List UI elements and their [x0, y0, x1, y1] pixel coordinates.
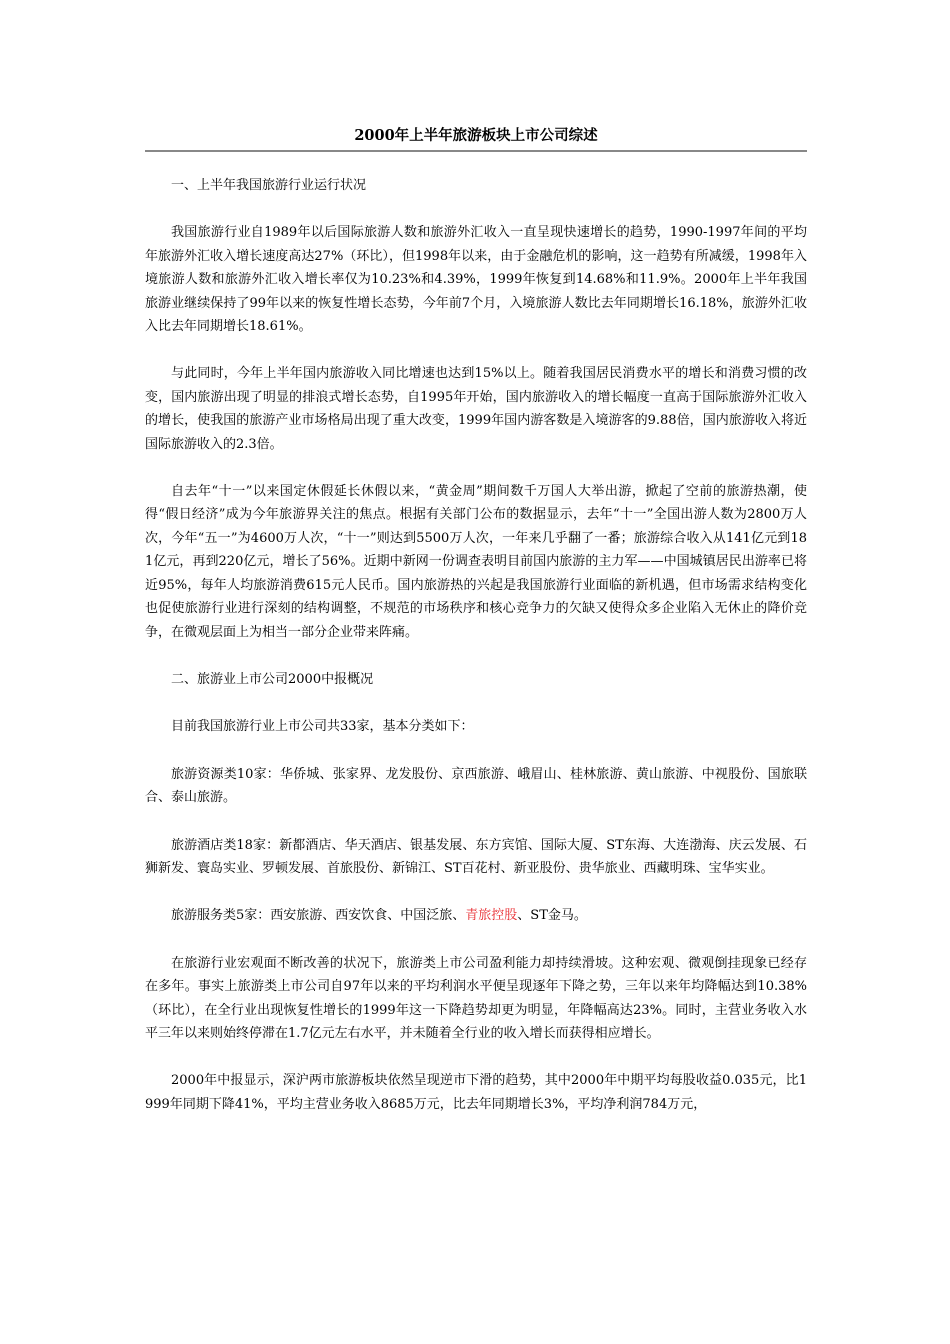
paragraph-1: 我国旅游行业自1989年以后国际旅游人数和旅游外汇收入一直呈现快速增长的趋势，1990-1997年间的平均年旅游外汇收入增长速度高达27%（环比），但1998年以来，由于金融危机的影响，这一趋势有所减缓，1998年入境旅游人数和旅游外汇收入增长率仅为10.23%和4.39%，1999年恢复到14.68%和11.9%。2000年上半年我国旅游业继续保持了99年以来的恢复性增长态势，今年前7个月，入境旅游人数比去年同期增长16.18%，旅游外汇收入比去年同期增长18.61%。	[145, 225, 807, 335]
paragraph-8: 在旅游行业宏观面不断改善的状况下，旅游类上市公司盈利能力却持续滑坡。这种宏观、微观倒挂现象已经存在多年。事实上旅游类上市公司自97年以来的平均利润水平便呈现逐年下降之势，三年以来年均降幅达到10.38%（环比），在全行业出现恢复性增长的1999年这一下降趋势却更为明显，年降幅高达23%。同时，主营业务收入水平三年以来则始终停滞在1.7亿元左右水平，并未随着全行业的收入增长而获得相应增长。	[145, 955, 807, 1041]
paragraph-9: 2000年中报显示，深沪两市旅游板块依然呈现逆市下滑的趋势，其中2000年中期平均每股收益0.035元，比1999年同期下降41%，平均主营业务收入8685万元，比去年同期增长3%，平均净利润784万元，	[145, 1073, 807, 1112]
paragraph-hotels: 旅游酒店类18家：新都酒店、华天酒店、银基发展、东方宾馆、国际大厦、ST东海、大连渤海、庆云发展、石狮新发、寰岛实业、罗顿发展、首旅股份、新锦江、ST百花村、新亚股份、贵华旅业、西藏明珠、宝华实业。	[145, 837, 807, 876]
paragraph-resources: 旅游资源类10家：华侨城、张家界、龙发股份、京西旅游、峨眉山、桂林旅游、黄山旅游、中视股份、国旅联合、泰山旅游。	[145, 766, 807, 806]
paragraph-3: 自去年“十一”以来国定休假延长休假以来，“黄金周”期间数千万国人大举出游，掀起了空前的旅游热潮，使得“假日经济”成为今年旅游界关注的焦点。根据有关部门公布的数据显示，去年“十一”全国出游人数为2800万人次，今年“五一”为4600万人次，“十一”则达到5500万人次，一年来几乎翻了一番；旅游综合收入从141亿元到181亿元，再到220亿元，增长了56%。近期中新网一份调查表明目前国内旅游的主力军——中国城镇居民出游率已将近95%，每年人均旅游消费615元人民币。国内旅游热的兴起是我国旅游行业面临的新机遇，但市场需求结构变化也促使旅游行业进行深刻的结构调整，不规范的市场秩序和核心竞争力的欠缺又使得众多企业陷入无休止的降价竞争，在微观层面上为相当一部分企业带来阵痛。	[145, 484, 807, 640]
paragraph-4: 目前我国旅游行业上市公司共33家，基本分类如下：	[171, 719, 474, 735]
section-heading-1: 一、上半年我国旅游行业运行状况	[171, 178, 367, 193]
page-title: 2000年上半年旅游板块上市公司综述	[145, 118, 807, 152]
document-page	[145, 118, 807, 1140]
paragraph-2: 与此同时，今年上半年国内旅游收入同比增速也达到15%以上。随着我国居民消费水平的增长和消费习惯的改变，国内旅游出现了明显的排浪式增长态势，自1995年开始，国内旅游收入的增长幅度一直高于国际旅游外汇收入的增长，使我国的旅游产业市场格局出现了重大改变，1999年国内游客数是入境游客的9.88倍，国内旅游收入将近国际旅游收入的2.3倍。	[145, 366, 807, 452]
highlight-link[interactable]: 青旅控股	[465, 908, 518, 924]
paragraph-services	[145, 904, 807, 927]
services-text-start: 旅游服务类5家：西安旅游、西安饮食、中国泛旅、	[171, 908, 466, 924]
section-heading-2: 二、旅游业上市公司2000中报概况	[171, 671, 374, 687]
document-body	[145, 174, 807, 1116]
services-text-end: 、ST金马。	[517, 908, 587, 924]
